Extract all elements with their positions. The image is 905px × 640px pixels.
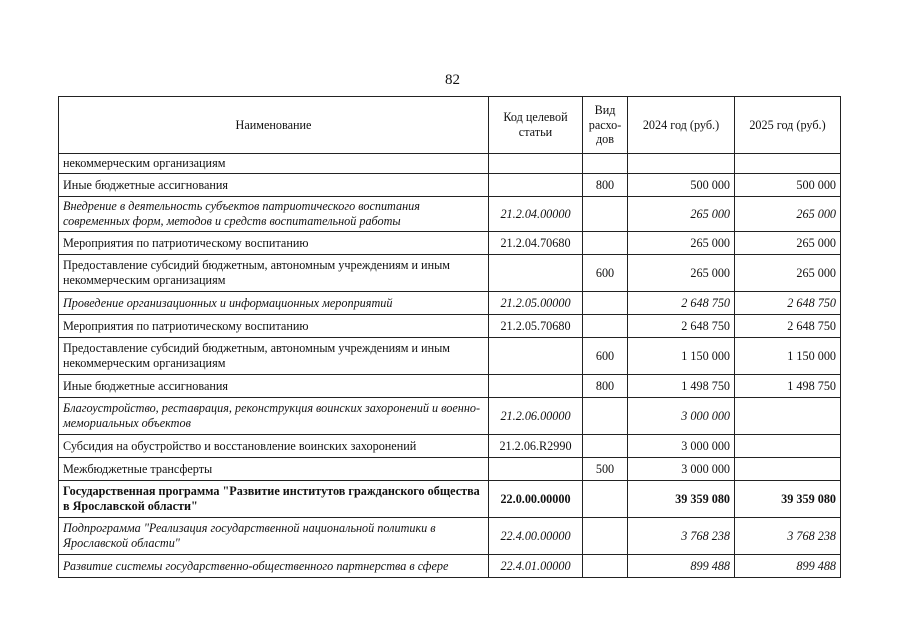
table-row [59,338,841,375]
row-2025: 500 000 [735,174,841,197]
row-2024: 3 768 238 [628,518,735,555]
row-2025: 3 768 238 [735,518,841,555]
row-2024: 500 000 [628,174,735,197]
table-row [59,292,841,315]
row-2025: 1 150 000 [735,338,841,375]
row-vid: 500 [583,458,628,481]
row-vid [583,232,628,255]
row-code [489,174,583,197]
row-2024: 1 150 000 [628,338,735,375]
row-2024: 1 498 750 [628,375,735,398]
row-2024: 2 648 750 [628,315,735,338]
table-row [59,481,841,518]
row-vid [583,435,628,458]
row-vid [583,481,628,518]
table-row [59,315,841,338]
row-2024 [628,154,735,174]
row-2025 [735,398,841,435]
table-row [59,197,841,232]
row-2025: 265 000 [735,197,841,232]
row-code: 21.2.04.70680 [489,232,583,255]
row-2024: 2 648 750 [628,292,735,315]
table-row [59,458,841,481]
row-name: Внедрение в деятельность субъектов патриотического воспитания современных форм, методов и средств воспитательной работы [59,197,489,232]
row-vid: 800 [583,375,628,398]
header-2025: 2025 год (руб.) [735,97,841,154]
table-row [59,398,841,435]
row-name: Субсидия на обустройство и восстановление воинских захоронений [59,435,489,458]
row-code: 21.2.05.70680 [489,315,583,338]
row-2024: 3 000 000 [628,435,735,458]
row-2024: 265 000 [628,255,735,292]
header-name: Наименование [59,97,489,154]
row-2025 [735,458,841,481]
row-name: Развитие системы государственно-общественного партнерства в сфере [59,555,489,578]
row-code: 21.2.06.00000 [489,398,583,435]
row-vid [583,315,628,338]
row-2024: 39 359 080 [628,481,735,518]
row-vid: 600 [583,255,628,292]
row-2024: 265 000 [628,197,735,232]
row-2025: 2 648 750 [735,292,841,315]
table-row [59,232,841,255]
row-code: 22.0.00.00000 [489,481,583,518]
row-name: Благоустройство, реставрация, реконструкция воинских захоронений и военно-мемориальных объектов [59,398,489,435]
row-name: Проведение организационных и информационных мероприятий [59,292,489,315]
row-2024: 3 000 000 [628,458,735,481]
row-code: 21.2.06.R2990 [489,435,583,458]
table-row [59,255,841,292]
table-row [59,154,841,174]
row-code [489,255,583,292]
row-2025: 2 648 750 [735,315,841,338]
row-vid [583,154,628,174]
row-name: Мероприятия по патриотическому воспитанию [59,232,489,255]
row-code [489,338,583,375]
row-name: некоммерческим организациям [59,154,489,174]
row-code: 22.4.01.00000 [489,555,583,578]
row-name: Иные бюджетные ассигнования [59,174,489,197]
row-name: Предоставление субсидий бюджетным, автономным учреждениям и иным некоммерческим организациям [59,338,489,375]
header-code: Код целевой статьи [489,97,583,154]
row-code: 21.2.04.00000 [489,197,583,232]
row-vid: 800 [583,174,628,197]
row-2025: 265 000 [735,232,841,255]
row-2025: 899 488 [735,555,841,578]
table-row [59,435,841,458]
row-vid [583,292,628,315]
row-vid [583,398,628,435]
row-2025: 1 498 750 [735,375,841,398]
row-name: Мероприятия по патриотическому воспитанию [59,315,489,338]
table-row [59,174,841,197]
row-vid: 600 [583,338,628,375]
row-code [489,375,583,398]
header-2024: 2024 год (руб.) [628,97,735,154]
row-name: Государственная программа "Развитие институтов гражданского общества в Ярославской области" [59,481,489,518]
row-2024: 265 000 [628,232,735,255]
row-code [489,458,583,481]
budget-table [58,96,841,578]
row-2024: 899 488 [628,555,735,578]
row-vid [583,197,628,232]
page-number: 82 [445,72,460,88]
row-name: Межбюджетные трансферты [59,458,489,481]
row-vid [583,518,628,555]
table-row [59,555,841,578]
table-row [59,375,841,398]
header-row [59,97,841,154]
row-2025 [735,435,841,458]
row-2025: 265 000 [735,255,841,292]
row-2024: 3 000 000 [628,398,735,435]
row-name: Иные бюджетные ассигнования [59,375,489,398]
row-name: Предоставление субсидий бюджетным, автономным учреждениям и иным некоммерческим организациям [59,255,489,292]
table-row [59,518,841,555]
row-code: 22.4.00.00000 [489,518,583,555]
row-code: 21.2.05.00000 [489,292,583,315]
header-vid: Вид расхо-дов [583,97,628,154]
row-name: Подпрограмма "Реализация государственной национальной политики в Ярославской области" [59,518,489,555]
row-2025: 39 359 080 [735,481,841,518]
row-2025 [735,154,841,174]
row-code [489,154,583,174]
row-vid [583,555,628,578]
